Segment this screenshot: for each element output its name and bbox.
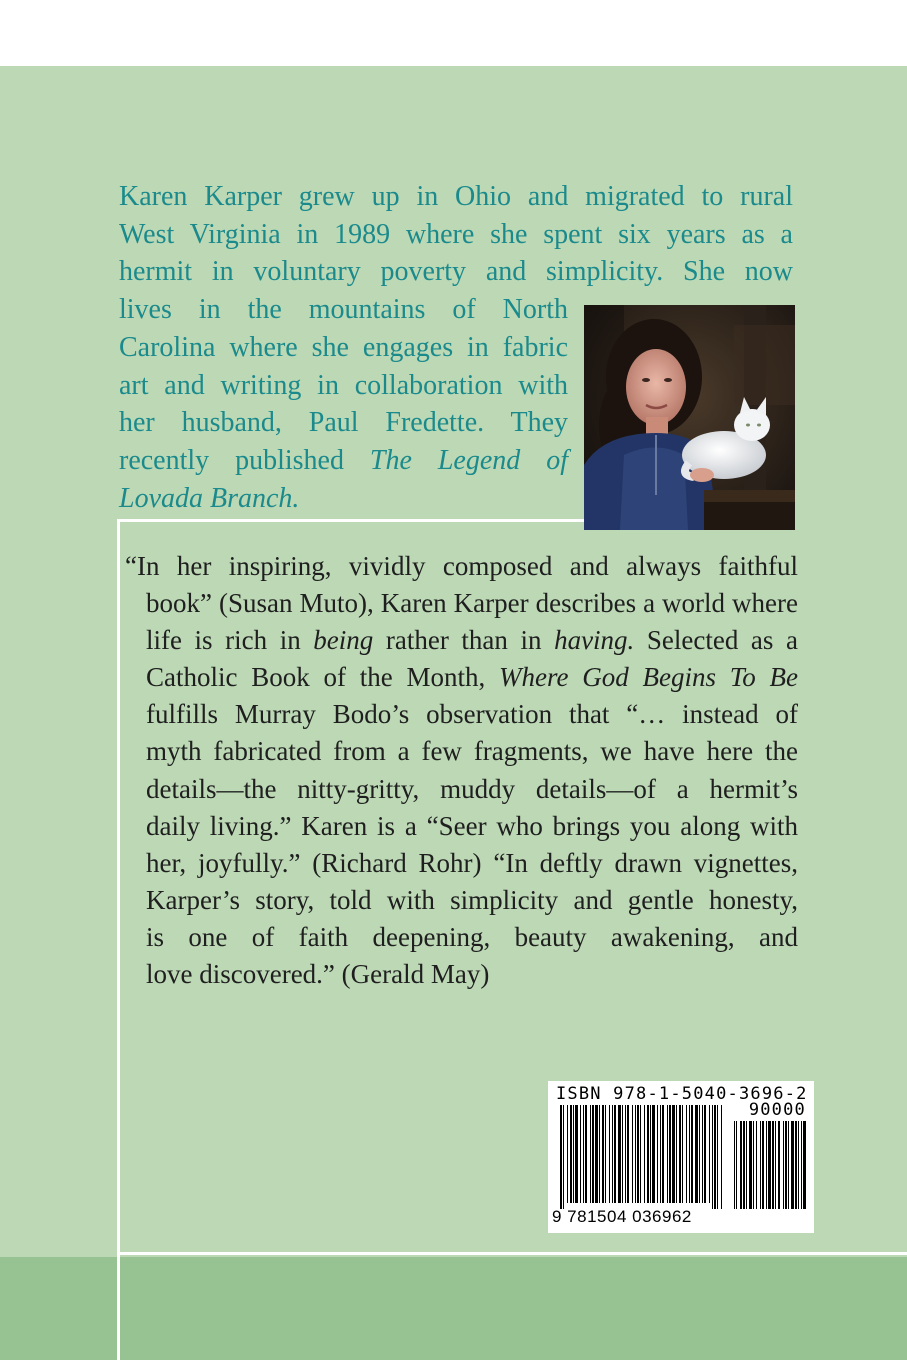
blurb-line: is one of faith deepening, beauty awakening, and	[146, 921, 798, 952]
blurb-text: Catholic Book of the Month,	[146, 662, 500, 693]
blurb-line: her, joyfully.” (Richard Rohr) “In deftly drawn vignettes,	[146, 847, 798, 878]
bio-line: Carolina where she engages in fabric	[119, 331, 568, 363]
isbn-label: ISBN 978-1-5040-3696-2	[556, 1084, 808, 1104]
blurb-text: rather than in	[373, 625, 555, 656]
blurb-line	[146, 659, 798, 696]
barcode-digits: 9 781504 036962	[552, 1207, 692, 1226]
blurb-line: myth fabricated from a few fragments, we have here the	[146, 736, 798, 767]
isbn-barcode	[548, 1081, 814, 1233]
blurb-line: Karper’s story, told with simplicity and gentle honesty,	[146, 884, 798, 915]
emphasis: having.	[554, 625, 635, 656]
bio-line: her husband, Paul Fredette. They	[119, 407, 568, 439]
frame-line-horizontal	[117, 519, 584, 522]
bio-line: hermit in voluntary poverty and simplicity. She now	[119, 256, 793, 288]
bio-line: Karen Karper grew up in Ohio and migrated to rural	[119, 181, 793, 212]
blurb-text: life is rich in	[146, 625, 314, 656]
blurb-line: fulfills Murray Bodo’s observation that “… instead of	[146, 699, 798, 730]
frame-line-bottom	[117, 1252, 907, 1255]
bio-text: recently published	[119, 444, 344, 476]
blurb-line	[146, 622, 798, 659]
book-title: Where God Begins To Be	[499, 662, 798, 693]
bio-line: West Virginia in 1989 where she spent six years as a	[119, 218, 793, 250]
bio-line	[119, 442, 568, 480]
blurb-line: details—the nitty-gritty, muddy details—of a hermit’s	[146, 773, 798, 804]
blurb-line: daily living.” Karen is a “Seer who brings you along with	[146, 810, 798, 841]
book-title: Lovada Branch.	[119, 482, 300, 514]
bio-line: art and writing in collaboration with	[119, 369, 568, 401]
emphasis: being	[313, 625, 374, 656]
blurb-line: “In her inspiring, vividly composed and always faithful	[125, 551, 798, 581]
bio-line	[119, 480, 568, 518]
book-title: The Legend of	[369, 444, 568, 476]
blurb-text: Selected as a	[634, 625, 798, 656]
bottom-band	[0, 1257, 907, 1360]
blurb-line: love discovered.” (Gerald May)	[146, 959, 490, 990]
frame-line-vertical	[117, 519, 120, 1360]
bio-line: lives in the mountains of North	[119, 294, 568, 326]
author-with-white-cat-photo	[584, 305, 795, 530]
book-blurb	[125, 548, 798, 993]
price-code: 90000	[748, 1100, 806, 1120]
blurb-line: book” (Susan Muto), Karen Karper describes a world where	[146, 588, 798, 619]
